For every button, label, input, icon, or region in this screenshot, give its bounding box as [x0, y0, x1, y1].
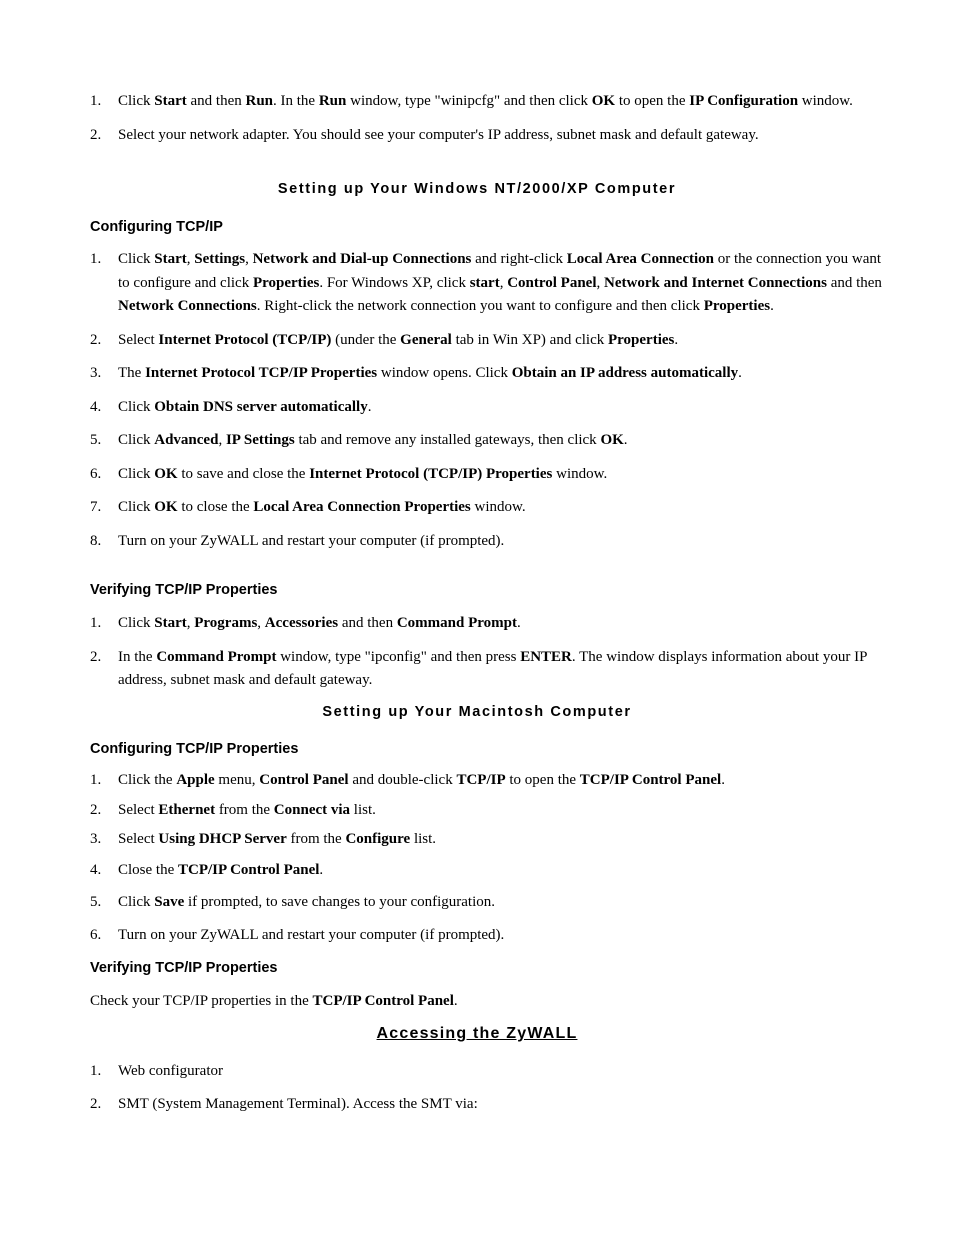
- list-item: [90, 329, 890, 353]
- bold-term: Properties: [252, 274, 320, 291]
- bold-term: start: [469, 274, 500, 291]
- list-item: [90, 496, 890, 520]
- subheading-verifying-1: Verifying TCP/IP Properties: [90, 582, 278, 598]
- list-text: Turn on your ZyWALL and restart your computer (if prompted).: [118, 532, 505, 549]
- bold-term: Apple: [176, 772, 215, 788]
- bold-term: Control Panel: [259, 772, 349, 788]
- list-item: [90, 362, 890, 386]
- list-number: 1.: [90, 251, 102, 267]
- bold-term: Command Prompt: [396, 615, 517, 631]
- list-number: 6.: [90, 926, 102, 943]
- heading-windows-nt: Setting up Your Windows NT/2000/XP Computer: [277, 181, 677, 197]
- list-item: [90, 124, 890, 148]
- bold-term: ENTER: [520, 648, 572, 665]
- list-item: [90, 1093, 890, 1117]
- list-b: [90, 248, 890, 553]
- list-number: 2.: [90, 331, 102, 348]
- bold-term: Network Connections: [118, 298, 257, 314]
- list-item: [90, 90, 890, 114]
- list-text: Click Obtain DNS server automatically.: [118, 398, 372, 415]
- heading-macintosh: Setting up Your Macintosh Computer: [322, 704, 632, 720]
- list-text: The Internet Protocol TCP/IP Properties window opens. Click Obtain an IP address automatically.: [118, 365, 742, 381]
- list-text: Click OK to save and close the Internet Protocol (TCP/IP) Properties window.: [118, 465, 608, 482]
- list-number: 4.: [90, 398, 102, 415]
- list-text: Click the Apple menu, Control Panel and double-click TCP/IP to open the TCP/IP Control Panel.: [118, 772, 725, 788]
- bold-term: Start: [154, 251, 187, 267]
- bold-term: Run: [318, 93, 347, 109]
- list-number: 2.: [90, 648, 102, 665]
- list-text: Close the TCP/IP Control Panel.: [118, 861, 324, 878]
- list-item: [90, 429, 890, 453]
- list-number: 2.: [90, 801, 102, 818]
- bold-term: Obtain an IP address automatically: [511, 365, 739, 381]
- list-item: [90, 924, 890, 948]
- list-number: 6.: [90, 465, 102, 482]
- bold-term: Network and Internet Connections: [604, 274, 827, 291]
- bold-term: IP Settings: [225, 432, 295, 448]
- list-text: Click Start and then Run. In the Run window, type "winipcfg" and then click OK to open the IP Configuration window.: [118, 93, 853, 109]
- bold-term: Configure: [345, 831, 411, 847]
- bold-term: Command Prompt: [156, 648, 277, 665]
- bold-term: Settings: [194, 251, 246, 267]
- list-item: [90, 463, 890, 487]
- list-number: 7.: [90, 499, 102, 515]
- list-d: [90, 769, 890, 947]
- bold-term: General: [400, 331, 452, 348]
- list-number: 5.: [90, 432, 102, 448]
- bold-term: TCP/IP: [456, 772, 506, 788]
- bold-term: Internet Protocol (TCP/IP): [158, 331, 332, 348]
- list-item: [90, 859, 890, 883]
- bold-term: Connect via: [273, 801, 351, 818]
- bold-term: TCP/IP Control Panel: [178, 861, 320, 878]
- list-item: [90, 891, 890, 915]
- list-text: Select Using DHCP Server from the Configure list.: [118, 831, 437, 847]
- bold-term: Properties: [703, 298, 771, 314]
- bold-term: Local Area Connection Properties: [253, 499, 471, 515]
- list-item: [90, 612, 890, 636]
- bold-term: OK: [600, 432, 624, 448]
- bold-term: OK: [591, 93, 616, 109]
- list-item: [90, 248, 890, 319]
- subheading-configuring-props: Configuring TCP/IP Properties: [90, 741, 299, 757]
- list-text: Click Start, Settings, Network and Dial-up Connections and right-click Local Area Connection or the connection you want to configure and click Properties. For Windows XP, click start, Control Panel, Network and Internet Connections and then Network Connections. Right-click the network connection you want to configure and then click Properties.: [118, 251, 882, 314]
- list-number: 1.: [90, 93, 102, 109]
- bold-term: Advanced: [154, 432, 219, 448]
- list-e: [90, 1060, 890, 1116]
- list-text: Select Internet Protocol (TCP/IP) (under the General tab in Win XP) and click Properties.: [118, 331, 679, 348]
- list-number: 2.: [90, 126, 102, 143]
- bold-term: Start: [154, 93, 187, 109]
- bold-term: Start: [154, 615, 187, 631]
- bold-term: Local Area Connection: [566, 251, 714, 267]
- list-c: [90, 612, 890, 693]
- list-number: 3.: [90, 831, 102, 847]
- bold-term: Accessories: [264, 615, 339, 631]
- list-text: Click OK to close the Local Area Connection Properties window.: [118, 499, 526, 515]
- bold-term: Obtain DNS server automatically: [154, 398, 368, 415]
- bold-term: Run: [245, 93, 274, 109]
- list-item: [90, 769, 890, 793]
- list-text: In the Command Prompt window, type "ipconfig" and then press ENTER. The window displays information about your IP address, subnet mask and default gateway.: [118, 648, 867, 688]
- list-item: [90, 1060, 890, 1084]
- bold-term: Using DHCP Server: [158, 831, 287, 847]
- list-number: 1.: [90, 615, 102, 631]
- list-a: [90, 90, 890, 147]
- subheading-verifying-2: Verifying TCP/IP Properties: [90, 960, 278, 976]
- list-number: 4.: [90, 861, 102, 878]
- bold-term: Ethernet: [158, 801, 216, 818]
- list-text: Web configurator: [118, 1063, 223, 1079]
- bold-term: TCP/IP Control Panel: [312, 993, 454, 1009]
- bold-term: TCP/IP Control Panel: [579, 772, 722, 788]
- bold-term: Internet Protocol TCP/IP Properties: [145, 365, 378, 381]
- list-number: 5.: [90, 894, 102, 910]
- list-text: Turn on your ZyWALL and restart your computer (if prompted).: [118, 926, 505, 943]
- heading-accessing-zywall: Accessing the ZyWALL: [376, 1025, 578, 1042]
- list-text: Select Ethernet from the Connect via list.: [118, 801, 376, 818]
- bold-term: Properties: [608, 331, 675, 348]
- list-number: 1.: [90, 1063, 102, 1079]
- list-number: 3.: [90, 365, 102, 381]
- list-item: [90, 799, 890, 823]
- list-text: Click Save if prompted, to save changes to your configuration.: [118, 894, 496, 910]
- list-number: 8.: [90, 532, 102, 549]
- list-number: 1.: [90, 772, 102, 788]
- list-text: Select your network adapter. You should see your computer's IP address, subnet mask and default gateway.: [118, 126, 759, 143]
- bold-term: Save: [154, 894, 185, 910]
- bold-term: OK: [154, 499, 178, 515]
- bold-term: IP Configuration: [689, 93, 799, 109]
- list-item: [90, 646, 890, 693]
- bold-term: Internet Protocol (TCP/IP) Properties: [309, 465, 553, 482]
- bold-term: OK: [154, 465, 178, 482]
- list-item: [90, 530, 890, 554]
- subheading-configuring-tcpip: Configuring TCP/IP: [90, 219, 223, 235]
- list-item: [90, 396, 890, 420]
- list-number: 2.: [90, 1095, 102, 1112]
- list-text: Click Start, Programs, Accessories and then Command Prompt.: [118, 615, 521, 631]
- list-text: SMT (System Management Terminal). Access the SMT via:: [118, 1095, 478, 1112]
- bold-term: Network and Dial-up Connections: [252, 251, 472, 267]
- bold-term: Control Panel: [507, 274, 597, 291]
- list-item: [90, 828, 890, 852]
- list-text: Click Advanced, IP Settings tab and remove any installed gateways, then click OK.: [118, 432, 628, 448]
- check-paragraph: Check your TCP/IP properties in the TCP/IP Control Panel.: [90, 993, 458, 1009]
- bold-term: Programs: [194, 615, 258, 631]
